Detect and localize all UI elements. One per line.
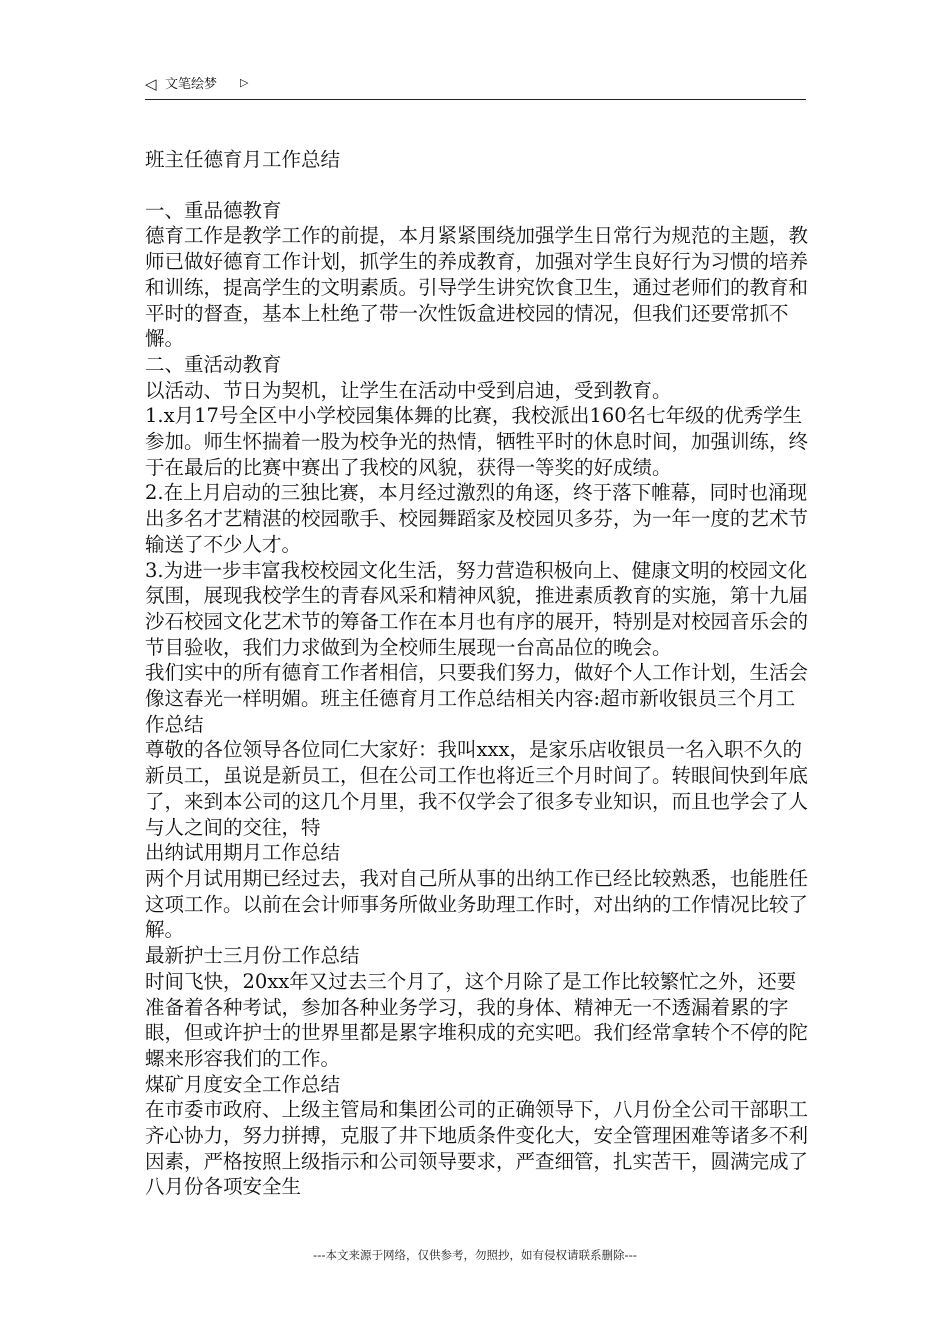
document-body: [145, 147, 811, 1200]
header-brand: 文笔绘梦: [165, 77, 218, 92]
paragraph: 尊敬的各位领导各位同仁大家好：我叫xxx，是家乐店收银员一名入职不久的新员工，虽说是新员工，但在公司工作也将近三个月时间了。转眼间快到年底了，来到本公司的这几个月里，我不仅学会了很多专业知识，而且也学会了人与人之间的交往，特: [145, 738, 809, 839]
paragraph: 在市委市政府、上级主管局和集团公司的正确领导下，八月份全公司干部职工齐心协力，努力拼搏，克服了井下地质条件变化大，安全管理困难等诸多不利因素，严格按照上级指示和公司领导要求，严查细管，扎实苦干，圆满完成了八月份各项安全生: [145, 1098, 809, 1199]
document-title: 班主任德育月工作总结: [145, 148, 341, 171]
paragraph: 我们实中的所有德育工作者相信，只要我们努力，做好个人工作计划，生活会像这春光一样明媚。班主任德育月工作总结相关内容:超市新收银员三个月工作总结: [145, 661, 809, 736]
section-heading: 一、重品德教育: [145, 198, 282, 222]
paragraph: 德育工作是教学工作的前提，本月紧紧围绕加强学生日常行为规范的主题，教师已做好德育工作计划，抓学生的养成教育，加强对学生良好行为习惯的培养和训练，提高学生的文明素质。引导学生讲究饮食卫生，通过老师们的教育和平时的督查，基本上杜绝了带一次性饭盒进校园的情况，但我们还要常抓不懈。: [145, 224, 809, 351]
section-heading: 出纳试用期月工作总结: [145, 841, 341, 865]
paragraph: 时间飞快，20xx年又过去三个月了，这个月除了是工作比较繁忙之外，还要准备着各种考试，参加各种业务学习，我的身体、精神无一不透漏着累的字眼，但或许护士的世界里都是累字堆积成的充实吧。我们经常拿转个不停的陀螺来形容我们的工作。: [145, 969, 809, 1070]
section-heading: 煤矿月度安全工作总结: [145, 1072, 341, 1096]
section-heading: 二、重活动教育: [145, 352, 282, 376]
paragraph: 1.x月17号全区中小学校园集体舞的比赛，我校派出160名七年级的优秀学生参加。师生怀揣着一股为校争光的热情，牺牲平时的休息时间，加强训练，终于在最后的比赛中赛出了我校的风貌，获得一等奖的好成绩。: [145, 404, 809, 479]
paragraph: 2.在上月启动的三独比赛，本月经过激烈的角逐，终于落下帷幕，同时也涌现出多名才艺精湛的校园歌手、校园舞蹈家及校园贝多芬，为一年一度的艺术节输送了不少人才。: [145, 481, 809, 556]
page-header: [145, 75, 806, 100]
paragraph: 3.为进一步丰富我校校园文化生活，努力营造积极向上、健康文明的校园文化氛围，展现我校学生的青春风采和精神风貌，推进素质教育的实施，第十九届沙石校园文化艺术节的筹备工作在本月也有序的展开，特别是对校园音乐会的节目验收，我们力求做到为全校师生展现一台高品位的晚会。: [145, 558, 809, 659]
triangle-right-icon: ▷: [240, 76, 249, 89]
triangle-left-icon: ◁: [145, 75, 157, 93]
footer-notice: ---本文来源于网络，仅供参考，勿照抄，如有侵权请联系删除---: [313, 1248, 637, 1262]
paragraph: 两个月试用期已经过去，我对自己所从事的出纳工作已经比较熟悉，也能胜任这项工作。以前在会计师事务所做业务助理工作时，对出纳的工作情况比较了解。: [145, 866, 809, 942]
section-heading: 最新护士三月份工作总结: [145, 944, 360, 968]
paragraph: 以活动、节日为契机，让学生在活动中受到启迪，受到教育。: [145, 378, 672, 402]
